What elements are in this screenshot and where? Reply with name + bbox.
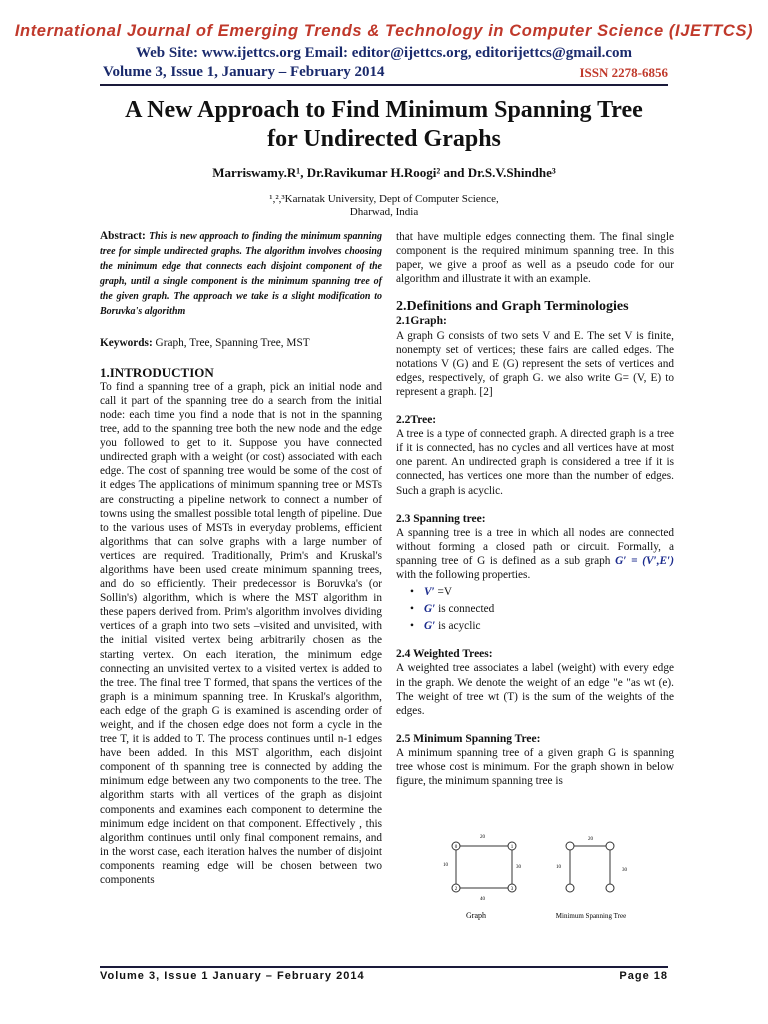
authors: Marriswamy.R¹, Dr.Ravikumar H.Roogi² and Dr.S.V.Shindhe³ [212,165,556,180]
list-item [410,619,674,633]
right-column [396,230,674,788]
section-2-1-heading: 2.1Graph: [396,315,447,328]
website-line: Web Site: www.ijettcs.org Email: editor@ijettcs.org, editorijettcs@gmail.com [135,45,633,61]
keywords [100,336,382,350]
mst-diagram [556,837,628,920]
intro-continued: that have multiple edges connecting them. The final single component is the required minimum spanning tree. In this paper, we give a proof as well as a pseudo code for our algorithm and illustrate it with an example. [396,231,674,286]
affiliation-line-1: ¹,²,³Karnatak University, Dept of Computer Science, [269,193,499,205]
edge-weight: 20 [588,837,593,842]
section-2-5-heading: 2.5 Minimum Spanning Tree: [396,732,541,745]
spanning-tree-properties [396,585,674,633]
left-column [100,229,382,887]
section-2-5-text: A minimum spanning tree of a given graph G is spanning tree whose cost is minimum. For the graph shown in below figure, the minimum spanning tree is [396,746,674,788]
abstract-text: This is new approach to finding the minimum spanning tree for simple undirected graphs. The algorithm involves choosing the minimum edge that connects each disjoint component of the graph, until a single component is the minimum spanning tree of the given graph. The approach we take is a slight modification to Boruvka's algorithm [100,231,383,318]
footer-volume: Volume 3, Issue 1 January – February 2014 [100,970,365,982]
graph-caption: Graph [466,911,486,920]
mst-caption: Minimum Spanning Tree [555,912,627,920]
title-line-2: for Undirected Graphs [267,126,501,152]
edge-weight: 40 [480,897,485,902]
section-2-3-heading: 2.3 Spanning tree: [396,512,486,525]
affiliation [0,193,768,219]
section-2-2-heading: 2.2Tree: [396,414,437,427]
math-symbol: G′ [423,603,436,616]
list-item-text: is connected [438,603,495,616]
edge-weight: 20 [480,835,485,840]
issn: ISSN 2278-6856 [579,65,668,80]
paper-title [0,96,768,154]
edge-weight: 30 [622,868,627,873]
node-label: 0 [454,845,458,850]
math-symbol: V′ [423,586,435,599]
volume-line: Volume 3, Issue 1, January – February 2014 [103,64,385,80]
section-2-heading: 2.Definitions and Graph Terminologies [396,299,629,315]
mst-node [606,842,614,850]
section-2-4-heading: 2.4 Weighted Trees: [396,648,493,661]
footer-page: Page 18 [619,970,668,982]
mst-node [606,884,614,892]
intro-heading: 1.INTRODUCTION [100,364,214,380]
keywords-text: Graph, Tree, Spanning Tree, MST [155,336,310,349]
formula-suffix: with the following properties. [396,568,531,581]
footer-rule [100,966,668,968]
title-line-1: A New Approach to Find Minimum Spanning Tree [125,97,643,123]
graph-diagram [443,835,522,920]
section-2-2-text: A tree is a type of connected graph. A directed graph is a tree if it is connected, has no cycles and all vertices have at most one parent. An undirected graph is considered a tree if it is connected, has vertices one more than the number of edges. Such a graph is acyclic. [396,428,674,497]
math-symbol: G′ [423,620,436,633]
journal-name: International Journal of Emerging Trends & Technology in Computer Science (IJETTCS) [14,22,754,40]
list-item-text: =V [437,586,453,599]
edge-weight: 30 [516,865,521,870]
mst-node [566,884,574,892]
node-label: 2 [454,887,458,892]
spanning-tree-definition: A spanning tree is a tree in which all nodes are connected without forming a closed path or circuit. Formally, a spanning tree of G is defined as a sub graph [396,526,674,567]
section-2-4-text: A weighted tree associates a label (weight) with every edge in the graph. We denote the weight of an edge "e "as wt (e). The weight of tree wt (T) is the sum of the weights of the edges. [396,662,674,717]
keywords-label: Keywords: [100,336,153,349]
list-item [410,585,674,599]
edge-weight: 10 [556,865,561,870]
list-item-text: is acyclic [438,620,481,633]
edge-weight: 10 [443,863,448,868]
section-2-3-text [396,526,674,582]
graph-figure [430,826,660,922]
section-2-1-text: A graph G consists of two sets V and E. The set V is finite, nonempty set of vertices; these fairs are called edges. The notations V (G) and E (G) represent the sets of vertices and edges, respectively, of graph G. we also write G= (V, E) to represent a graph. [2] [396,329,674,398]
abstract [100,229,382,320]
header-rule [100,84,668,86]
abstract-label: Abstract: [100,230,146,242]
list-item [410,602,674,616]
mst-node [566,842,574,850]
node-label: 3 [510,887,514,892]
affiliation-line-2: Dharwad, India [349,206,419,218]
subgraph-formula: G′ = (V′,E′) [615,554,675,567]
node-label: 1 [510,845,514,850]
intro-text: To find a spanning tree of a graph, pick an initial node and call it part of the spanning tree do a search from the initial node: each time you find a node that is not in the spanning tree, add to the spanning tree both the new node and the edge you followed to get to it. Suppose you have connected undirected graph with a weight (or cost) associated with each edge. The cost of spanning tree would be some of the cost of it edges The applications of minimum spanning tree or MSTs are constructing a pipeline network to connect a number of towns using the smallest possible total length of pipeline. Due to the various uses of MSTs in everyday problems, efficient algorithms that can solve graphs with a large number of vertices are required. Traditionally, Prim's and Kruskal's algorithms have been used create minimum spanning trees, and do so efficiently. Their predecessor is Boruvka's (or Sollin's) algorithm, which is where the MST algorithm in these papers derived from. Prim's algorithm involves dividing vertices of a graph into two sets –visited and unvisited, with the initial visited vertex being arbitrarily chosen as the starting vertex. On each iteration, the minimum edge connecting an unvisited vertex to a visited vertex is added to the tree. The final tree T formed, that spans the vertices of the graph is a minimum spanning tree. In Kruskal's algorithm, each edge of the graph G is examined is ascending order of weight, and if the chosen edge does not form a cycle in the tree T, it is added to T. The process continues until n-1 edges have been added. In this MST algorithm, each disjoint component of th spanning tree is connected by adding the minimum edge between any two components to the tree. The algorithm starts with all vertices of the graph as disjoint components and examines each component to determine the minimum edge incident on that component. Effectively , this algorithm continues until only final component remains, and in the worst case, each iteration halves the number of disjoint components reaming edge will be chosen between two components [100,380,382,887]
